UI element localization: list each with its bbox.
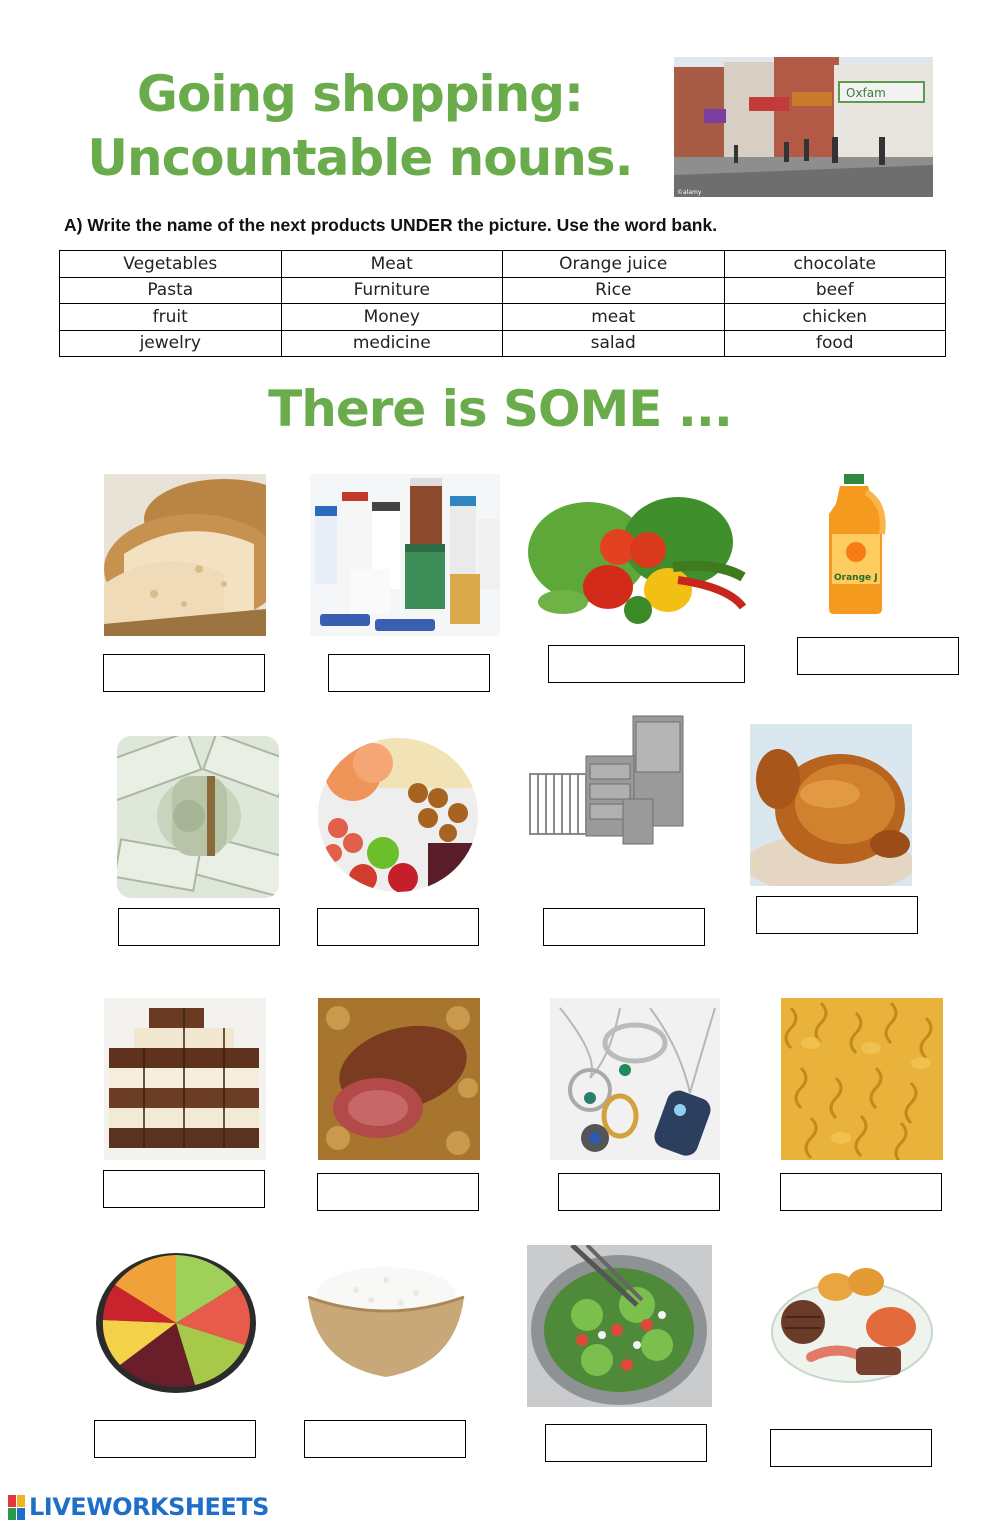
beef-picture	[318, 998, 480, 1160]
title-line-1: Going shopping:	[136, 65, 584, 123]
liveworksheets-logo-text: LIVEWORKSHEETS	[29, 1493, 269, 1521]
word-bank-cell: jewelry	[60, 330, 282, 357]
word-bank-row	[60, 251, 946, 278]
answer-field-chocolate[interactable]	[103, 1170, 265, 1208]
answer-field-rice[interactable]	[304, 1420, 466, 1458]
answer-field-furniture[interactable]	[543, 908, 705, 946]
instruction-text: A) Write the name of the next products UNDER the picture. Use the word bank.	[64, 215, 718, 235]
word-bank-cell: fruit	[60, 304, 282, 331]
chocolate-picture	[104, 998, 266, 1160]
answer-field-fruit[interactable]	[94, 1420, 256, 1458]
word-bank-cell: chicken	[724, 304, 946, 331]
answer-field-jewelry[interactable]	[558, 1173, 720, 1211]
rice-picture	[306, 1255, 466, 1380]
street-shops-photo	[674, 57, 933, 197]
svg-text:Oxfam: Oxfam	[846, 86, 886, 100]
word-bank-cell: Furniture	[281, 277, 503, 304]
answer-field-bread[interactable]	[103, 654, 265, 692]
medicine-picture	[310, 474, 500, 636]
answer-field-chicken[interactable]	[756, 896, 918, 934]
word-bank-cell: Orange juice	[503, 251, 725, 278]
answer-field-medicine[interactable]	[328, 654, 490, 692]
word-bank-cell: Meat	[281, 251, 503, 278]
food-picture	[318, 738, 478, 893]
answer-field-vegetables[interactable]	[548, 645, 745, 683]
money-picture	[117, 736, 279, 898]
vegetables-picture	[528, 492, 746, 628]
orange-juice-picture	[826, 474, 886, 614]
answer-field-salad[interactable]	[545, 1424, 707, 1462]
word-bank-cell: Vegetables	[60, 251, 282, 278]
answer-field-orange-juice[interactable]	[797, 637, 959, 675]
word-bank-cell: chocolate	[724, 251, 946, 278]
bottle-label: Orange J	[834, 573, 878, 583]
word-bank-cell: food	[724, 330, 946, 357]
word-bank-cell: salad	[503, 330, 725, 357]
answer-field-food[interactable]	[317, 908, 479, 946]
jewelry-picture	[550, 998, 720, 1160]
pasta-picture	[781, 998, 943, 1160]
answer-field-meat[interactable]	[770, 1429, 932, 1467]
meat-picture	[771, 1262, 933, 1386]
section-title: There is SOME ...	[268, 380, 732, 438]
word-bank-table	[59, 250, 946, 357]
fruit-picture	[95, 1245, 257, 1395]
answer-field-money[interactable]	[118, 908, 280, 946]
salad-picture	[527, 1245, 712, 1407]
word-bank-row	[60, 304, 946, 331]
answer-field-beef[interactable]	[317, 1173, 479, 1211]
liveworksheets-logo	[8, 1493, 269, 1521]
word-bank-row	[60, 330, 946, 357]
answer-field-pasta[interactable]	[780, 1173, 942, 1211]
chicken-picture	[750, 724, 912, 886]
furniture-picture	[528, 714, 688, 848]
word-bank-cell: beef	[724, 277, 946, 304]
word-bank-row	[60, 277, 946, 304]
photo-watermark: ©alamy	[677, 189, 702, 196]
word-bank-cell: Pasta	[60, 277, 282, 304]
bread-picture	[104, 474, 266, 636]
word-bank-cell: meat	[503, 304, 725, 331]
liveworksheets-logo-icon	[8, 1495, 26, 1521]
word-bank-cell: Money	[281, 304, 503, 331]
word-bank-cell: Rice	[503, 277, 725, 304]
title-line-2: Uncountable nouns.	[87, 129, 633, 187]
word-bank-cell: medicine	[281, 330, 503, 357]
